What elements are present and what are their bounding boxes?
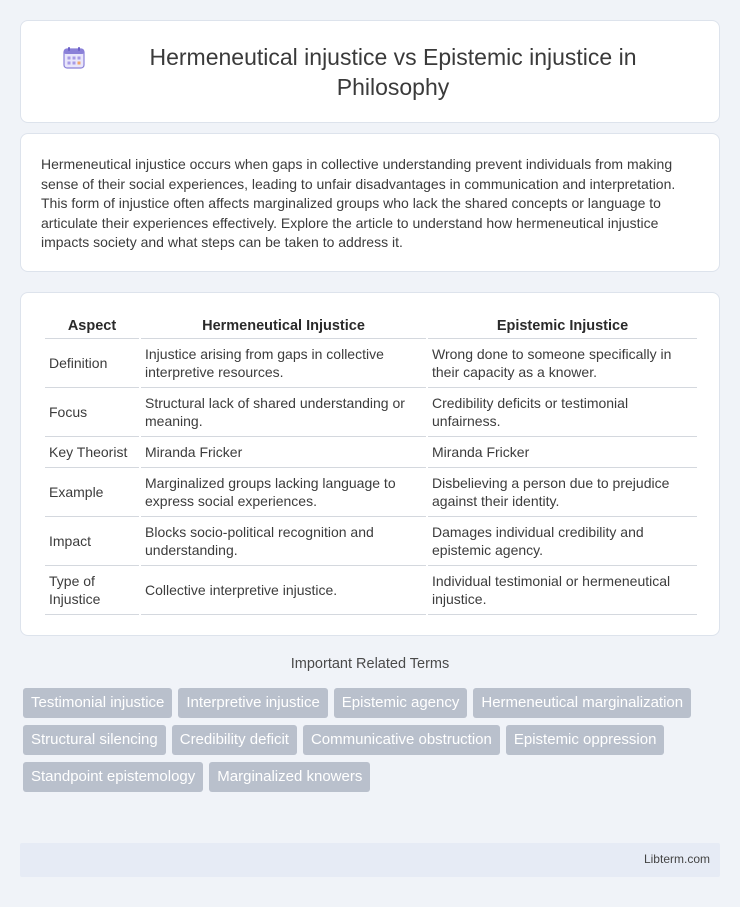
table-row (45, 468, 697, 517)
cell-aspect: Focus (45, 388, 139, 437)
header-epistemic: Epistemic Injustice (428, 313, 697, 339)
cell-hermeneutical: Blocks socio-political recognition and understanding. (141, 517, 426, 566)
cell-aspect: Type of Injustice (45, 566, 139, 615)
related-term-tag[interactable]: Epistemic oppression (506, 725, 665, 755)
cell-hermeneutical: Injustice arising from gaps in collective interpretive resources. (141, 339, 426, 388)
cell-aspect: Example (45, 468, 139, 517)
table-row (45, 339, 697, 388)
header-card (20, 20, 720, 123)
related-terms-title: Important Related Terms (290, 656, 450, 672)
cell-hermeneutical: Structural lack of shared understanding or meaning. (141, 388, 426, 437)
related-term-tag[interactable]: Marginalized knowers (209, 762, 370, 792)
table-row (45, 437, 697, 468)
cell-epistemic: Disbelieving a person due to prejudice against their identity. (428, 468, 697, 517)
cell-epistemic: Miranda Fricker (428, 437, 697, 468)
cell-aspect: Definition (45, 339, 139, 388)
site-link[interactable]: Libterm.com (643, 852, 710, 866)
comparison-table-card (20, 292, 720, 636)
related-term-tag[interactable]: Communicative obstruction (303, 725, 500, 755)
related-term-tag[interactable]: Standpoint epistemology (23, 762, 203, 792)
cell-hermeneutical: Marginalized groups lacking language to express social experiences. (141, 468, 426, 517)
header-aspect: Aspect (45, 313, 139, 339)
table-header-row (45, 313, 697, 339)
cell-epistemic: Damages individual credibility and epistemic agency. (428, 517, 697, 566)
cell-epistemic: Credibility deficits or testimonial unfairness. (428, 388, 697, 437)
page-title: Hermeneutical injustice vs Epistemic injustice in Philosophy (149, 43, 637, 100)
header-hermeneutical: Hermeneutical Injustice (141, 313, 426, 339)
related-term-tag[interactable]: Testimonial injustice (23, 688, 172, 718)
related-term-tag[interactable]: Structural silencing (23, 725, 166, 755)
comparison-table (43, 313, 699, 615)
footer (20, 843, 720, 877)
intro-paragraph: Hermeneutical injustice occurs when gaps in collective understanding prevent individuals from making sense of their social experiences, leading to unfair disadvantages in communication and interpretation. This form of injustice often affects marginalized groups who lack the shared concepts or language to articulate their experiences effectively. Explore the article to understand how hermeneutical injustice impacts society and what steps can be taken to address it. (41, 156, 676, 251)
related-terms-list (23, 688, 717, 792)
table-row (45, 566, 697, 615)
cell-aspect: Impact (45, 517, 139, 566)
related-term-tag[interactable]: Interpretive injustice (178, 688, 327, 718)
calendar-grid-icon (61, 45, 87, 71)
related-term-tag[interactable]: Credibility deficit (172, 725, 297, 755)
related-term-tag[interactable]: Epistemic agency (334, 688, 468, 718)
cell-hermeneutical: Miranda Fricker (141, 437, 426, 468)
table-row (45, 388, 697, 437)
table-row (45, 517, 697, 566)
cell-hermeneutical: Collective interpretive injustice. (141, 566, 426, 615)
cell-epistemic: Wrong done to someone specifically in their capacity as a knower. (428, 339, 697, 388)
related-term-tag[interactable]: Hermeneutical marginalization (473, 688, 691, 718)
cell-epistemic: Individual testimonial or hermeneutical injustice. (428, 566, 697, 615)
cell-aspect: Key Theorist (45, 437, 139, 468)
intro-card (20, 133, 720, 272)
